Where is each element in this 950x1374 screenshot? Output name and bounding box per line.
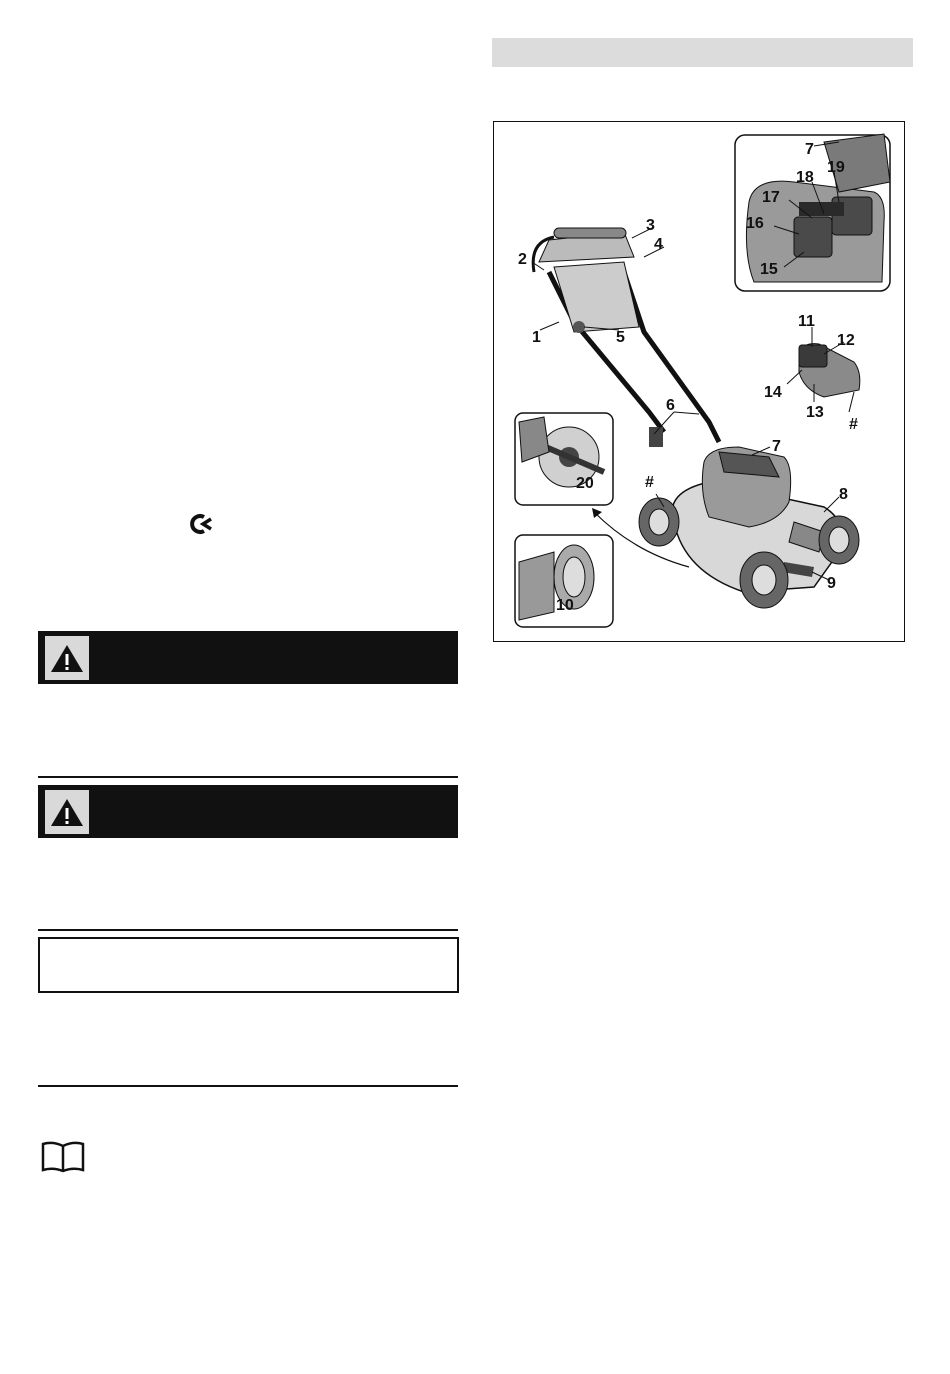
callout-16: 16 xyxy=(746,215,764,232)
callout-6: 6 xyxy=(666,397,675,414)
notice-box xyxy=(38,937,459,993)
callout-5: 5 xyxy=(616,329,625,346)
callout-20: 20 xyxy=(576,475,594,492)
warning-icon-frame xyxy=(45,790,89,834)
callout-7-inset: 7 xyxy=(805,141,814,158)
callout-hash-battery: # xyxy=(849,416,858,433)
section-divider xyxy=(38,776,458,778)
warning-icon-frame xyxy=(45,636,89,680)
callout-10: 10 xyxy=(556,597,574,614)
callout-11: 11 xyxy=(798,313,815,330)
callout-4: 4 xyxy=(654,236,663,253)
callout-19: 19 xyxy=(827,159,845,176)
callout-14: 14 xyxy=(764,384,782,401)
blade-inset xyxy=(515,413,613,505)
callout-17: 17 xyxy=(762,189,780,206)
callout-13: 13 xyxy=(806,404,824,421)
callout-2: 2 xyxy=(518,251,527,268)
section-divider xyxy=(38,929,458,931)
battery-pack xyxy=(799,344,860,397)
conformity-mark-icon xyxy=(190,513,216,535)
callout-hash-mower: # xyxy=(645,474,654,491)
warning-bar-1 xyxy=(38,631,458,684)
callout-15: 15 xyxy=(760,261,778,278)
section-header-bar xyxy=(492,38,913,67)
callout-1: 1 xyxy=(532,329,541,346)
callout-18: 18 xyxy=(796,169,814,186)
warning-triangle-icon xyxy=(45,790,89,834)
warning-bar-2 xyxy=(38,785,458,838)
open-book-icon xyxy=(40,1140,86,1174)
warning-triangle-icon xyxy=(45,636,89,680)
callout-8: 8 xyxy=(839,486,848,503)
callout-12: 12 xyxy=(837,332,855,349)
mower-illustration xyxy=(494,122,904,641)
mower-overview-figure xyxy=(493,121,905,642)
section-divider xyxy=(38,1085,458,1087)
callout-3: 3 xyxy=(646,217,655,234)
callout-7: 7 xyxy=(772,438,781,455)
callout-9: 9 xyxy=(827,575,836,592)
